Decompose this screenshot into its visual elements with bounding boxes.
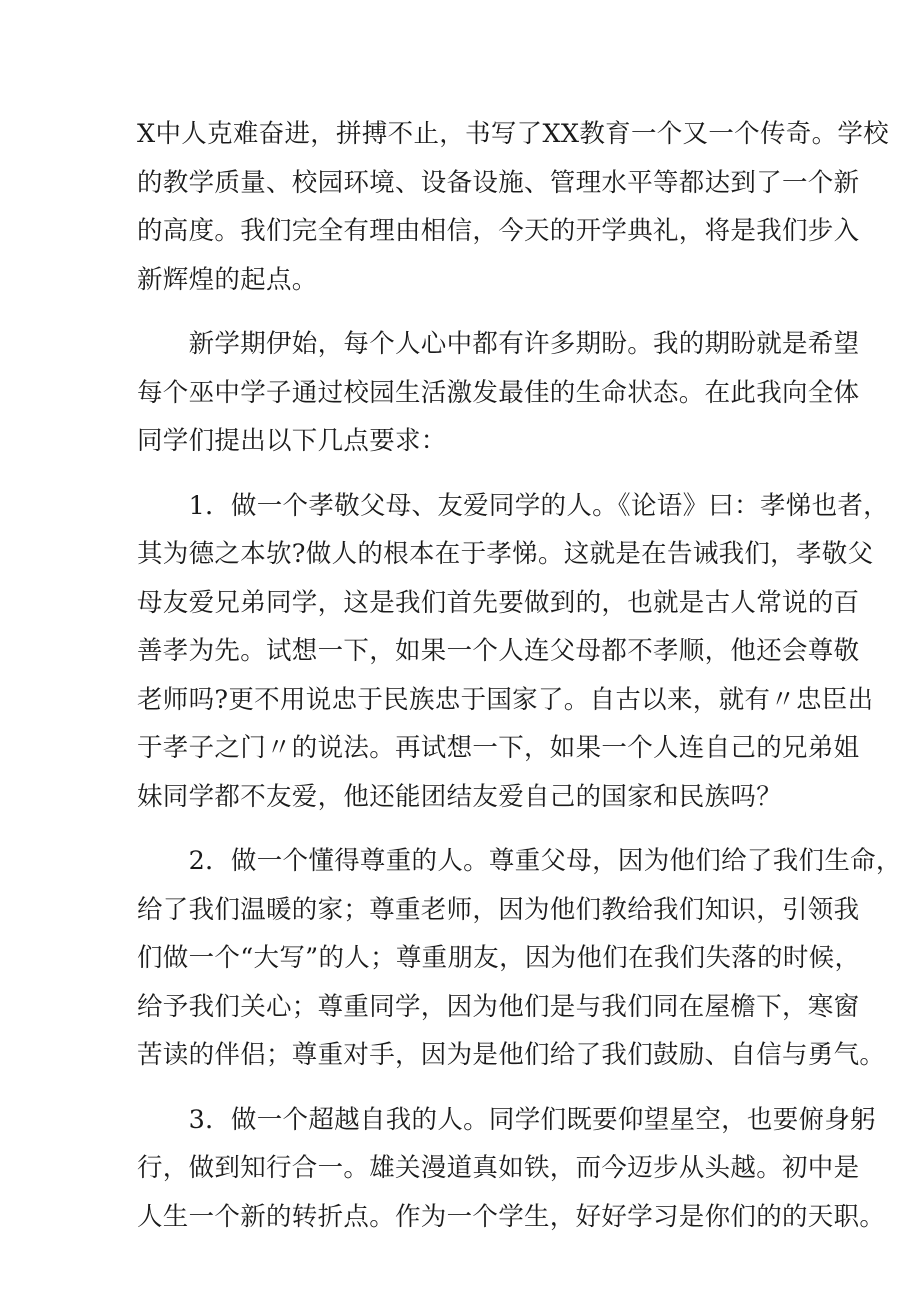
text-line: 每个巫中学子通过校园生活激发最佳的生命状态。在此我向全体 bbox=[137, 377, 860, 408]
text-line: 2．做一个懂得尊重的人。尊重父母，因为他们给了我们生命， bbox=[137, 846, 902, 876]
text-line: 人生一个新的转折点。作为一个学生，好好学习是你们的的天职。 bbox=[137, 1201, 886, 1232]
text-line: 于孝子之门〃的说法。再试想一下，如果一个人连自己的兄弟姐 bbox=[137, 733, 860, 763]
text-line: 行，做到知行合一。雄关漫道真如铁，而今迈步从头越。初中是 bbox=[137, 1153, 860, 1183]
paragraph-1 bbox=[137, 110, 889, 304]
paragraph-gap bbox=[137, 466, 787, 482]
text-line: 其为德之本欤?做人的根本在于孝悌。这就是在告诫我们，孝敬父 bbox=[137, 539, 874, 569]
text-line: 3．做一个超越自我的人。同学们既要仰望星空，也要俯身躬 bbox=[137, 1104, 876, 1135]
text-line: 妹同学都不友爱，他还能团结友爱自己的国家和民族吗？ bbox=[137, 781, 783, 812]
text-line: 新学期伊始，每个人心中都有许多期盼。我的期盼就是希望 bbox=[137, 329, 860, 359]
paragraph-3 bbox=[137, 482, 889, 822]
text-line: 苦读的伴侣；尊重对手，因为是他们给了我们鼓励、自信与勇气。 bbox=[137, 1040, 886, 1070]
text-line: 1．做一个孝敬父母、友爱同学的人。《论语》曰：孝悌也者， bbox=[137, 490, 889, 521]
text-line: 同学们提出以下几点要求： bbox=[137, 426, 447, 456]
text-line: 给了我们温暖的家；尊重老师，因为他们教给我们知识，引领我 bbox=[137, 894, 860, 925]
text-line: 的教学质量、校园环境、设备设施、管理水平等都达到了一个新 bbox=[137, 167, 860, 198]
paragraph-gap bbox=[137, 1080, 787, 1096]
paragraph-5 bbox=[137, 1096, 886, 1242]
text-line: X中人克难奋进，拼搏不止，书写了XX教育一个又一个传奇。学校 bbox=[137, 119, 889, 149]
paragraph-gap bbox=[137, 821, 787, 837]
paragraph-4 bbox=[137, 837, 902, 1080]
text-line: 们做一个“大写”的人；尊重朋友，因为他们在我们失落的时候， bbox=[137, 943, 861, 973]
text-line: 新辉煌的起点。 bbox=[137, 264, 318, 295]
text-line: 善孝为先。试想一下，如果一个人连父母都不孝顺，他还会尊敬 bbox=[137, 636, 860, 666]
text-line: 的高度。我们完全有理由相信，今天的开学典礼，将是我们步入 bbox=[137, 216, 860, 246]
document-body bbox=[137, 110, 902, 1241]
paragraph-2 bbox=[137, 320, 860, 466]
paragraph-gap bbox=[137, 304, 787, 320]
text-line: 老师吗?更不用说忠于民族忠于国家了。自古以来，就有〃忠臣出 bbox=[137, 684, 874, 715]
text-line: 母友爱兄弟同学，这是我们首先要做到的，也就是古人常说的百 bbox=[137, 587, 860, 618]
text-line: 给予我们关心；尊重同学，因为他们是与我们同在屋檐下，寒窗 bbox=[137, 991, 860, 1022]
